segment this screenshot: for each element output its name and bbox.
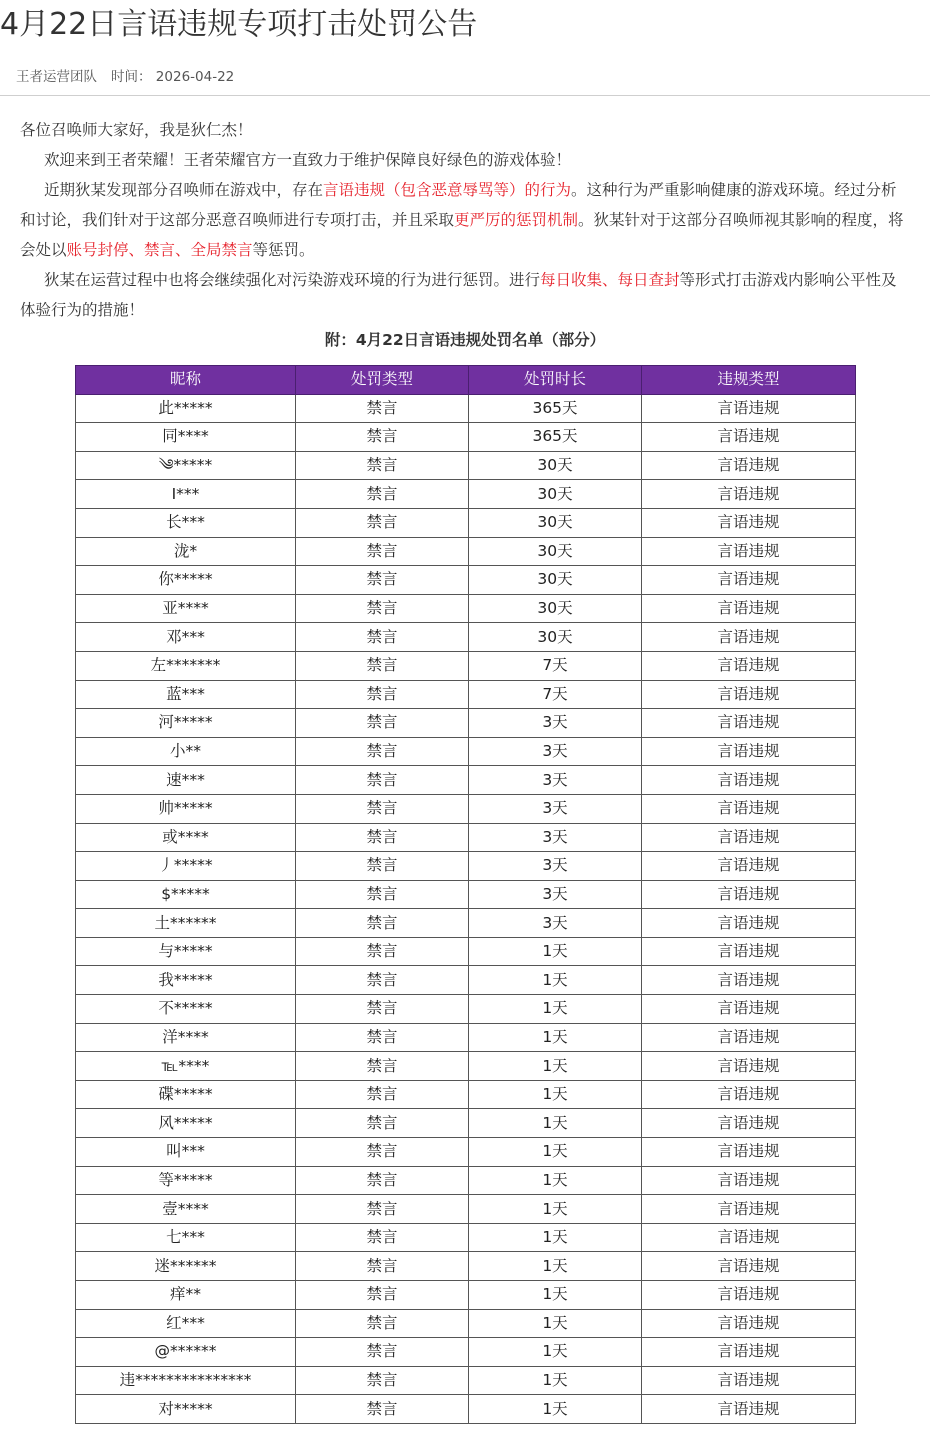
cell-penalty-type: 禁言 [296, 1252, 469, 1281]
cell-penalty-duration: 1天 [469, 1166, 642, 1195]
cell-nickname: ℡**** [76, 1052, 296, 1081]
cell-nickname: 邓*** [76, 623, 296, 652]
cell-penalty-duration: 30天 [469, 623, 642, 652]
cell-violation-type: 言语违规 [642, 995, 856, 1024]
cell-penalty-duration: 365天 [469, 423, 642, 452]
notice-paragraph [20, 175, 910, 265]
column-header-violation-type: 违规类型 [642, 366, 856, 395]
cell-penalty-duration: 3天 [469, 709, 642, 738]
cell-nickname: 你***** [76, 566, 296, 595]
table-row [76, 566, 856, 595]
column-header-nickname: 昵称 [76, 366, 296, 395]
cell-nickname: 帅***** [76, 794, 296, 823]
cell-penalty-duration: 1天 [469, 1252, 642, 1281]
cell-violation-type: 言语违规 [642, 451, 856, 480]
cell-nickname: 土****** [76, 909, 296, 938]
cell-nickname: 泷* [76, 537, 296, 566]
cell-penalty-type: 禁言 [296, 966, 469, 995]
cell-violation-type: 言语违规 [642, 1252, 856, 1281]
table-row [76, 937, 856, 966]
cell-violation-type: 言语违规 [642, 1309, 856, 1338]
highlight-violation: 言语违规（包含恶意辱骂等）的行为 [323, 181, 572, 199]
cell-nickname: ༄***** [76, 451, 296, 480]
welcome-paragraph: 欢迎来到王者荣耀！王者荣耀官方一直致力于维护保障良好绿色的游戏体验！ [44, 151, 572, 169]
cell-penalty-type: 禁言 [296, 594, 469, 623]
cell-violation-type: 言语违规 [642, 709, 856, 738]
cell-penalty-duration: 30天 [469, 451, 642, 480]
table-row [76, 1281, 856, 1310]
article-body [20, 115, 910, 325]
cell-nickname: 不***** [76, 995, 296, 1024]
table-row [76, 1023, 856, 1052]
notice-text: 等惩罚。 [252, 241, 315, 259]
table-row [76, 623, 856, 652]
table-row [76, 794, 856, 823]
cell-penalty-duration: 365天 [469, 394, 642, 423]
cell-penalty-type: 禁言 [296, 1309, 469, 1338]
cell-penalty-type: 禁言 [296, 794, 469, 823]
penalty-table [75, 365, 856, 1424]
table-body [76, 394, 856, 1423]
cell-violation-type: 言语违规 [642, 852, 856, 881]
cell-violation-type: 言语违规 [642, 737, 856, 766]
cell-penalty-type: 禁言 [296, 394, 469, 423]
cell-penalty-type: 禁言 [296, 451, 469, 480]
cell-nickname: 等***** [76, 1166, 296, 1195]
notice-text: 近期狄某发现部分召唤师在游戏中，存在 [44, 181, 324, 199]
table-row [76, 1252, 856, 1281]
cell-penalty-duration: 30天 [469, 594, 642, 623]
table-row [76, 423, 856, 452]
table-row [76, 508, 856, 537]
cell-nickname: $***** [76, 880, 296, 909]
cell-nickname: 小** [76, 737, 296, 766]
cell-penalty-type: 禁言 [296, 766, 469, 795]
cell-penalty-type: 禁言 [296, 623, 469, 652]
cell-penalty-type: 禁言 [296, 651, 469, 680]
cell-penalty-type: 禁言 [296, 737, 469, 766]
measures-paragraph [20, 265, 910, 325]
cell-penalty-type: 禁言 [296, 709, 469, 738]
table-row [76, 594, 856, 623]
cell-violation-type: 言语违规 [642, 823, 856, 852]
table-row [76, 823, 856, 852]
table-row [76, 852, 856, 881]
cell-nickname: 蓝*** [76, 680, 296, 709]
table-row [76, 1138, 856, 1167]
cell-violation-type: 言语违规 [642, 1395, 856, 1424]
cell-penalty-type: 禁言 [296, 1080, 469, 1109]
table-row [76, 737, 856, 766]
highlight-mechanism: 更严厉的惩罚机制 [454, 211, 579, 229]
table-row [76, 1195, 856, 1224]
notice-text: 。这种行为严重影响健康的游戏环境。经过分析和讨论，我们针对于这部分恶意召唤师进行专项打击，并且采取 [20, 181, 897, 229]
cell-violation-type: 言语违规 [642, 1109, 856, 1138]
cell-nickname: I*** [76, 480, 296, 509]
table-row [76, 394, 856, 423]
table-row [76, 1080, 856, 1109]
cell-nickname: 此***** [76, 394, 296, 423]
cell-violation-type: 言语违规 [642, 508, 856, 537]
cell-penalty-duration: 3天 [469, 737, 642, 766]
table-header-row [76, 366, 856, 395]
cell-penalty-type: 禁言 [296, 1052, 469, 1081]
cell-penalty-type: 禁言 [296, 423, 469, 452]
cell-violation-type: 言语违规 [642, 1338, 856, 1367]
cell-nickname: 同**** [76, 423, 296, 452]
cell-nickname: @****** [76, 1338, 296, 1367]
cell-penalty-duration: 1天 [469, 1052, 642, 1081]
cell-violation-type: 言语违规 [642, 651, 856, 680]
cell-nickname: 壹**** [76, 1195, 296, 1224]
table-row [76, 1395, 856, 1424]
cell-penalty-type: 禁言 [296, 1195, 469, 1224]
table-row [76, 909, 856, 938]
table-row [76, 995, 856, 1024]
cell-violation-type: 言语违规 [642, 1366, 856, 1395]
cell-nickname: 迷****** [76, 1252, 296, 1281]
notice-text: 。狄某针对于这部分召唤师视其影响的程度，将会处以 [20, 211, 904, 259]
cell-violation-type: 言语违规 [642, 1195, 856, 1224]
cell-penalty-type: 禁言 [296, 995, 469, 1024]
cell-penalty-duration: 1天 [469, 1138, 642, 1167]
cell-penalty-duration: 7天 [469, 651, 642, 680]
cell-violation-type: 言语违规 [642, 1281, 856, 1310]
table-row [76, 1309, 856, 1338]
cell-penalty-type: 禁言 [296, 823, 469, 852]
cell-penalty-type: 禁言 [296, 1338, 469, 1367]
measures-text: 等形式打击游戏内影响公平性及体验行为的措施！ [20, 271, 897, 319]
cell-penalty-duration: 1天 [469, 1195, 642, 1224]
cell-penalty-duration: 1天 [469, 1080, 642, 1109]
cell-violation-type: 言语违规 [642, 680, 856, 709]
cell-penalty-type: 禁言 [296, 1223, 469, 1252]
cell-nickname: 左******* [76, 651, 296, 680]
cell-nickname: 与***** [76, 937, 296, 966]
cell-penalty-duration: 1天 [469, 1395, 642, 1424]
cell-nickname: 亚**** [76, 594, 296, 623]
table-row [76, 451, 856, 480]
table-row [76, 1166, 856, 1195]
page-title: 4月22日言语违规专项打击处罚公告 [0, 7, 478, 42]
cell-violation-type: 言语违规 [642, 794, 856, 823]
cell-nickname: 痒** [76, 1281, 296, 1310]
publish-date: 2026-04-22 [155, 69, 235, 85]
cell-penalty-duration: 3天 [469, 823, 642, 852]
cell-violation-type: 言语违规 [642, 594, 856, 623]
cell-penalty-duration: 1天 [469, 1281, 642, 1310]
cell-nickname: 速*** [76, 766, 296, 795]
table-row [76, 880, 856, 909]
cell-nickname: 红*** [76, 1309, 296, 1338]
table-row [76, 1109, 856, 1138]
cell-nickname: 碟***** [76, 1080, 296, 1109]
table-row [76, 480, 856, 509]
cell-penalty-duration: 1天 [469, 1223, 642, 1252]
cell-penalty-type: 禁言 [296, 909, 469, 938]
table-row [76, 709, 856, 738]
cell-nickname: 对***** [76, 1395, 296, 1424]
cell-penalty-type: 禁言 [296, 1109, 469, 1138]
table-row [76, 1338, 856, 1367]
cell-penalty-type: 禁言 [296, 852, 469, 881]
cell-penalty-duration: 3天 [469, 794, 642, 823]
cell-penalty-type: 禁言 [296, 566, 469, 595]
cell-violation-type: 言语违规 [642, 566, 856, 595]
cell-penalty-duration: 30天 [469, 566, 642, 595]
measures-text: 狄某在运营过程中也将会继续强化对污染游戏环境的行为进行惩罚。进行 [44, 271, 541, 289]
cell-violation-type: 言语违规 [642, 937, 856, 966]
cell-penalty-duration: 3天 [469, 909, 642, 938]
cell-penalty-duration: 1天 [469, 937, 642, 966]
cell-penalty-type: 禁言 [296, 1023, 469, 1052]
cell-penalty-duration: 3天 [469, 766, 642, 795]
table-row [76, 651, 856, 680]
table-row [76, 766, 856, 795]
cell-violation-type: 言语违规 [642, 1223, 856, 1252]
cell-penalty-duration: 7天 [469, 680, 642, 709]
cell-penalty-duration: 3天 [469, 852, 642, 881]
cell-violation-type: 言语违规 [642, 423, 856, 452]
cell-penalty-duration: 1天 [469, 1309, 642, 1338]
cell-penalty-type: 禁言 [296, 1138, 469, 1167]
cell-nickname: 我***** [76, 966, 296, 995]
cell-penalty-type: 禁言 [296, 1366, 469, 1395]
cell-penalty-type: 禁言 [296, 480, 469, 509]
table-row [76, 680, 856, 709]
greeting-paragraph: 各位召唤师大家好，我是狄仁杰！ [20, 121, 253, 139]
cell-penalty-duration: 30天 [469, 537, 642, 566]
cell-penalty-duration: 1天 [469, 1366, 642, 1395]
cell-violation-type: 言语违规 [642, 909, 856, 938]
cell-nickname: 或**** [76, 823, 296, 852]
cell-nickname: 七*** [76, 1223, 296, 1252]
author-label: 王者运营团队 [16, 69, 97, 85]
cell-penalty-type: 禁言 [296, 537, 469, 566]
cell-violation-type: 言语违规 [642, 623, 856, 652]
table-row [76, 966, 856, 995]
cell-nickname: 违*************** [76, 1366, 296, 1395]
table-row [76, 537, 856, 566]
cell-penalty-type: 禁言 [296, 1281, 469, 1310]
cell-violation-type: 言语违规 [642, 1023, 856, 1052]
title-divider [0, 95, 930, 96]
cell-penalty-duration: 1天 [469, 966, 642, 995]
cell-nickname: 长*** [76, 508, 296, 537]
cell-penalty-type: 禁言 [296, 1166, 469, 1195]
article-meta [16, 66, 234, 88]
cell-penalty-type: 禁言 [296, 880, 469, 909]
cell-penalty-type: 禁言 [296, 1395, 469, 1424]
column-header-penalty-duration: 处罚时长 [469, 366, 642, 395]
cell-nickname: 洋**** [76, 1023, 296, 1052]
cell-penalty-type: 禁言 [296, 508, 469, 537]
cell-nickname: 河***** [76, 709, 296, 738]
cell-penalty-duration: 1天 [469, 1109, 642, 1138]
cell-penalty-duration: 1天 [469, 1023, 642, 1052]
cell-violation-type: 言语违规 [642, 394, 856, 423]
cell-violation-type: 言语违规 [642, 480, 856, 509]
cell-violation-type: 言语违规 [642, 1080, 856, 1109]
cell-penalty-duration: 1天 [469, 995, 642, 1024]
cell-violation-type: 言语违规 [642, 766, 856, 795]
cell-violation-type: 言语违规 [642, 1138, 856, 1167]
time-label: 时间： [111, 69, 152, 85]
cell-penalty-type: 禁言 [296, 937, 469, 966]
cell-nickname: 风***** [76, 1109, 296, 1138]
cell-violation-type: 言语违规 [642, 880, 856, 909]
column-header-penalty-type: 处罚类型 [296, 366, 469, 395]
cell-penalty-type: 禁言 [296, 680, 469, 709]
cell-penalty-duration: 30天 [469, 480, 642, 509]
table-row [76, 1223, 856, 1252]
cell-violation-type: 言语违规 [642, 537, 856, 566]
table-caption: 附：4月22日言语违规处罚名单（部分） [324, 331, 606, 349]
cell-violation-type: 言语违规 [642, 966, 856, 995]
cell-penalty-duration: 1天 [469, 1338, 642, 1367]
highlight-daily: 每日收集、每日查封 [540, 271, 680, 289]
table-row [76, 1366, 856, 1395]
cell-nickname: 叫*** [76, 1138, 296, 1167]
cell-penalty-duration: 30天 [469, 508, 642, 537]
cell-violation-type: 言语违规 [642, 1052, 856, 1081]
cell-nickname: 丿***** [76, 852, 296, 881]
table-row [76, 1052, 856, 1081]
highlight-penalties: 账号封停、禁言、全局禁言 [66, 241, 253, 259]
cell-violation-type: 言语违规 [642, 1166, 856, 1195]
cell-penalty-duration: 3天 [469, 880, 642, 909]
